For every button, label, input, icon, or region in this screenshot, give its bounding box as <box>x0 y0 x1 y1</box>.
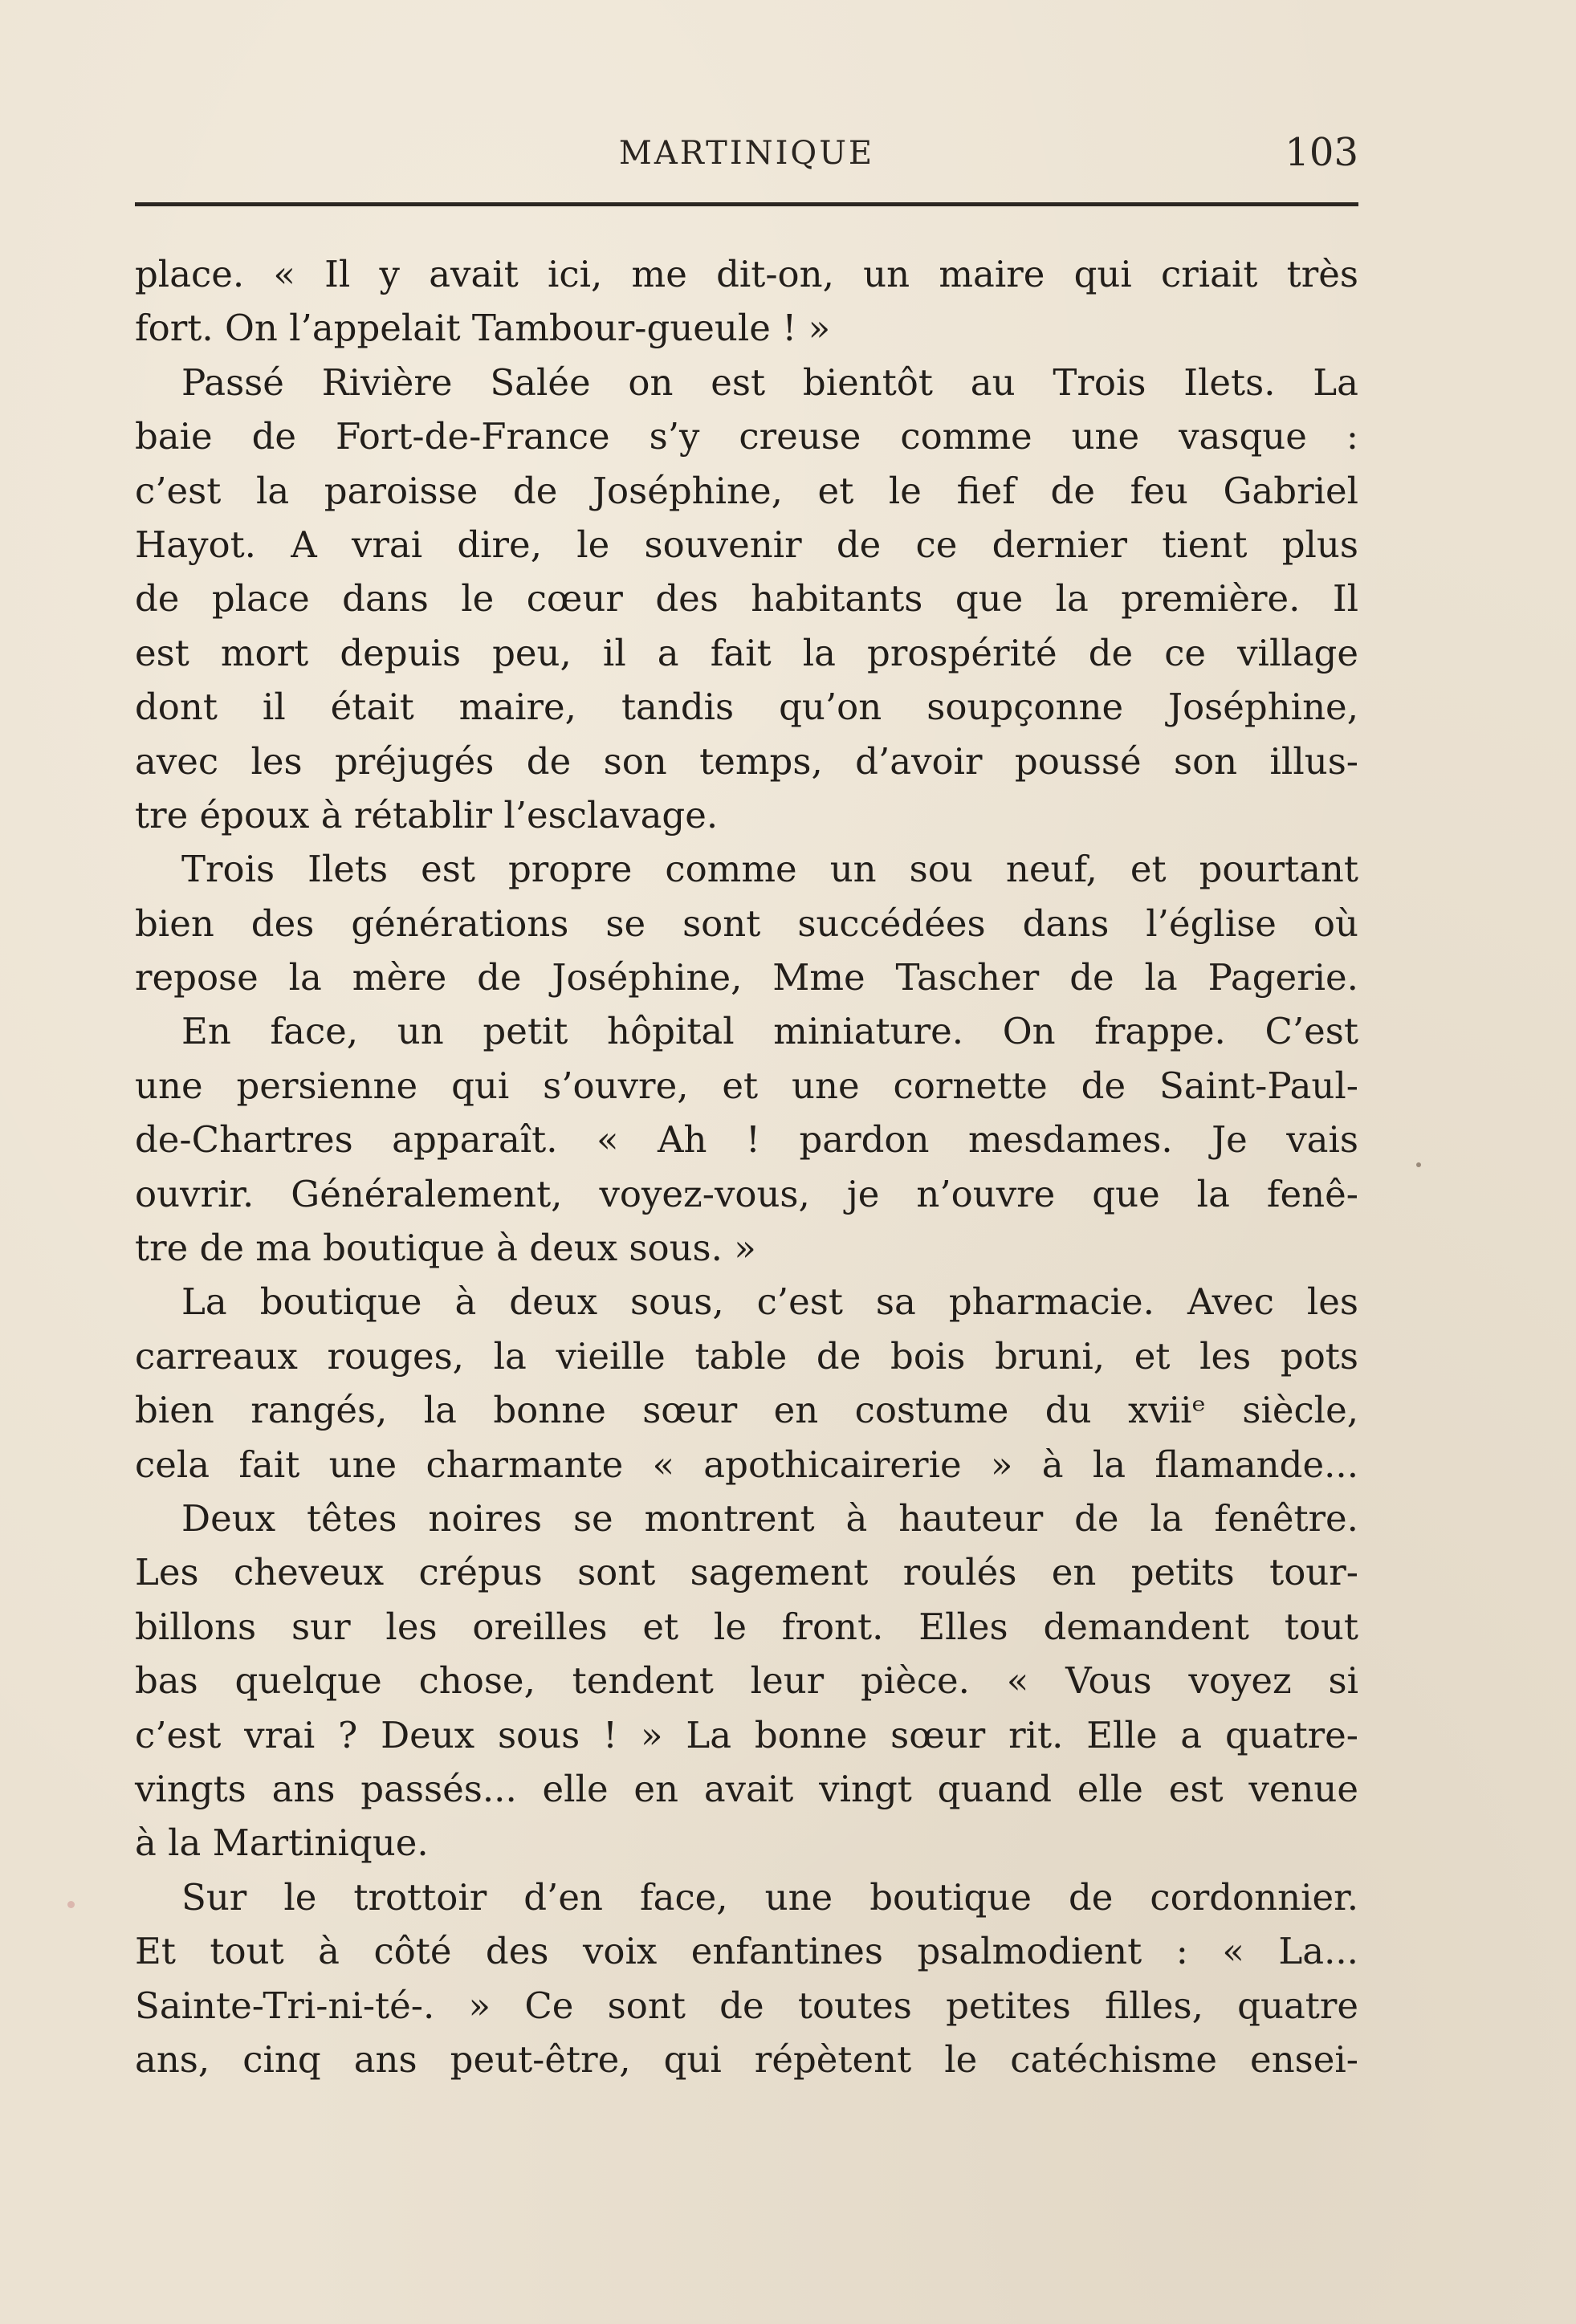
text-line: place. « Il y avait ici, me dit-on, un maire qui criait très <box>135 253 1358 295</box>
text-line: fort. On l’appelait Tambour-gueule ! » <box>135 307 831 350</box>
text-line: En face, un petit hôpital miniature. On frappe. C’est <box>181 1010 1358 1053</box>
text-line: est mort depuis peu, il a fait la prospérité de ce village <box>135 631 1358 674</box>
text-line: bien des générations se sont succédées dans l’église où <box>135 902 1358 945</box>
text-line: bas quelque chose, tendent leur pièce. « Vous voyez si <box>135 1659 1358 1703</box>
running-header <box>135 128 1358 185</box>
text-line: dont il était maire, tandis qu’on soupçonne Joséphine, <box>135 686 1358 729</box>
text-line: Deux têtes noires se montrent à hauteur de la fenêtre. <box>181 1496 1358 1540</box>
text-line: Et tout à côté des voix enfantines psalmodient : « La... <box>135 1930 1358 1973</box>
text-line: tre de ma boutique à deux sous. » <box>135 1227 756 1270</box>
text-line: à la Martinique. <box>135 1821 429 1865</box>
text-line: bien rangés, la bonne sœur en costume du xviiᵉ siècle, <box>135 1389 1358 1432</box>
text-line: Sainte-Tri-ni-té-. » Ce sont de toutes petites filles, quatre <box>135 1984 1358 2027</box>
body-text <box>135 247 1358 2086</box>
text-line: carreaux rouges, la vieille table de bois bruni, et les pots <box>135 1334 1358 1378</box>
text-line: ouvrir. Généralement, voyez-vous, je n’ouvre que la fenê- <box>135 1172 1358 1215</box>
running-title: MARTINIQUE <box>618 135 875 172</box>
text-line: ans, cinq ans peut-être, qui répètent le catéchisme ensei- <box>135 2037 1358 2081</box>
header-rule <box>135 202 1358 206</box>
text-line: billons sur les oreilles et le front. Elles demandent tout <box>135 1605 1358 1648</box>
text-line: une persienne qui s’ouvre, et une cornette de Saint-Paul- <box>135 1064 1358 1107</box>
text-line: vingts ans passés... elle en avait vingt quand elle est venue <box>135 1767 1358 1810</box>
text-line: baie de Fort-de-France s’y creuse comme une vasque : <box>135 415 1358 458</box>
text-line: avec les préjugés de son temps, d’avoir poussé son illus- <box>135 739 1358 783</box>
text-line: Les cheveux crépus sont sagement roulés en petits tour- <box>135 1551 1358 1594</box>
text-line: Passé Rivière Salée on est bientôt au Trois Ilets. La <box>181 360 1358 404</box>
text-line: La boutique à deux sous, c’est sa pharmacie. Avec les <box>181 1280 1358 1324</box>
text-line: tre époux à rétablir l’esclavage. <box>135 793 719 836</box>
text-line: c’est la paroisse de Joséphine, et le fief de feu Gabriel <box>135 469 1358 512</box>
text-line: c’est vrai ? Deux sous ! » La bonne sœur rit. Elle a quatre- <box>135 1713 1358 1756</box>
text-line: Trois Ilets est propre comme un sou neuf, et pourtant <box>181 848 1358 891</box>
print-speck <box>67 1901 75 1908</box>
text-line: repose la mère de Joséphine, Mme Tascher de la Pagerie. <box>135 956 1358 999</box>
text-line: Hayot. A vrai dire, le souvenir de ce dernier tient plus <box>135 523 1358 566</box>
text-line: de-Chartres apparaît. « Ah ! pardon mesdames. Je vais <box>135 1118 1358 1162</box>
print-speck <box>1416 1162 1421 1167</box>
text-line: cela fait une charmante « apothicairerie » à la flamande... <box>135 1443 1358 1486</box>
text-line: de place dans le cœur des habitants que la première. Il <box>135 577 1358 621</box>
text-line: Sur le trottoir d’en face, une boutique de cordonnier. <box>181 1875 1358 1919</box>
page-number: 103 <box>1285 130 1358 175</box>
